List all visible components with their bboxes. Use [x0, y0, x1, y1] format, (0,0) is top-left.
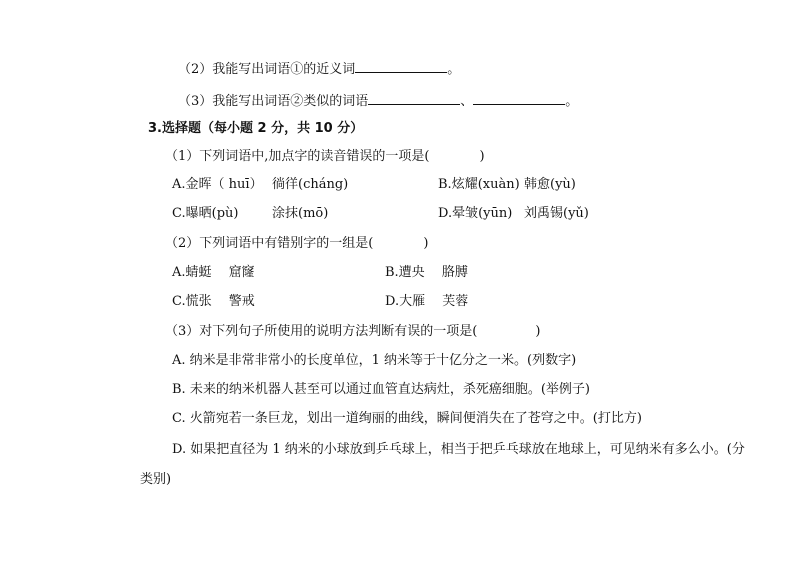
- q3-1-option-b[interactable]: [438, 175, 520, 195]
- q3-3-close: ): [535, 324, 541, 339]
- q3-2-close: ): [423, 236, 429, 251]
- option-label: D.: [438, 206, 453, 221]
- q3-2-option-a[interactable]: A.蜻蜓 窟窿: [172, 265, 255, 280]
- option-label: A.: [172, 177, 186, 192]
- q3-3-option-a[interactable]: A. 纳米是非常非常小的长度单位，1 纳米等于十亿分之一米。(列数字): [172, 353, 577, 368]
- q2-sub2-line: [178, 58, 460, 80]
- q2-sub3-end: 。: [565, 94, 579, 109]
- option-label: B.: [438, 177, 452, 192]
- q3-3-option-d-line2: 类别): [140, 472, 172, 487]
- answer-blank[interactable]: [473, 90, 565, 105]
- q3-1-close: ): [479, 149, 485, 164]
- q3-2-stem: （2）下列词语中有错别字的一组是(: [165, 236, 374, 251]
- answer-blank[interactable]: [355, 58, 447, 73]
- q3-1-option-b-word2: 韩愈(yù): [524, 177, 576, 192]
- option-label: C.: [172, 206, 186, 221]
- q2-sub3-text: （3）我能写出词语②类似的词语: [178, 94, 369, 109]
- q2-sub2-text: （2）我能写出词语①的近义词: [178, 62, 356, 77]
- option-word: 晕皱(yūn): [452, 206, 513, 221]
- option-word: 炫耀(xuàn): [451, 177, 520, 192]
- q3-2-option-b[interactable]: B.遭央 胳膊: [385, 265, 468, 280]
- option-word: 曝晒(pù): [185, 206, 239, 221]
- section3-title: 3.选择题（每小题 2 分，共 10 分）: [148, 121, 364, 136]
- q3-3-option-d-line1[interactable]: D. 如果把直径为 1 纳米的小球放到乒乓球上，相当于把乒乓球放在地球上，可见纳米有多么小。(分: [172, 442, 745, 457]
- q3-1-stem: （1）下列词语中,加点字的读音错误的一项是(: [165, 149, 430, 164]
- q3-1-option-c-word2: 涂抹(mō): [272, 206, 329, 221]
- q3-2-stem-line: [165, 234, 428, 254]
- q3-1-option-c[interactable]: [172, 204, 238, 224]
- q3-1-option-a-word2: 徜徉(cháng): [272, 177, 349, 192]
- q3-1-stem-line: [165, 147, 485, 167]
- answer-blank[interactable]: [368, 90, 460, 105]
- q3-3-option-b[interactable]: B. 未来的纳米机器人甚至可以通过血管直达病灶，杀死癌细胞。(举例子): [172, 382, 590, 397]
- q3-2-option-d[interactable]: D.大雁 芙蓉: [385, 294, 469, 309]
- q2-sub3-sep: 、: [460, 94, 474, 109]
- q3-1-option-d[interactable]: [438, 204, 512, 224]
- q3-1-option-d-word2: 刘禹锡(yǔ): [524, 206, 589, 221]
- q3-3-option-c[interactable]: C. 火箭宛若一条巨龙，划出一道绚丽的曲线，瞬间便消失在了苍穹之中。(打比方): [172, 411, 642, 426]
- q2-sub3-line: [178, 90, 578, 112]
- q2-sub2-end: 。: [447, 62, 461, 77]
- q3-3-stem-line: [165, 322, 540, 342]
- option-word: 金晖（ huī）: [185, 177, 263, 192]
- q3-2-option-c[interactable]: C.慌张 警戒: [172, 294, 255, 309]
- q3-3-stem: （3）对下列句子所使用的说明方法判断有误的一项是(: [165, 324, 478, 339]
- q3-1-option-a[interactable]: [172, 175, 263, 195]
